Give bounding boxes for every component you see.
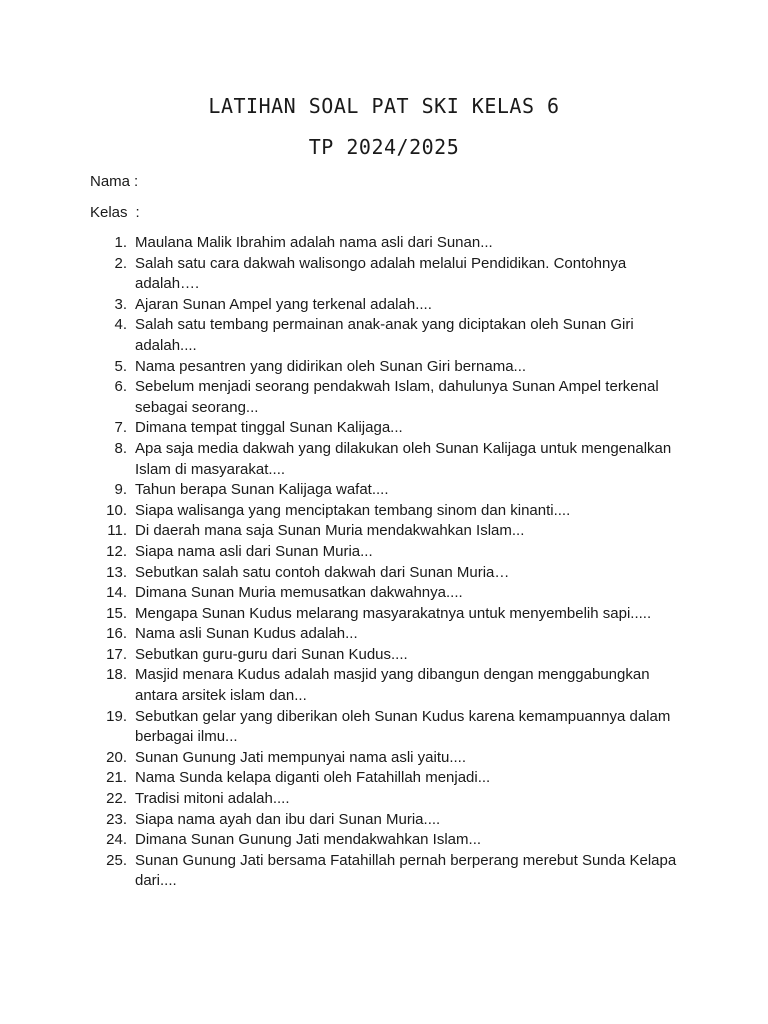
question-text: Salah satu cara dakwah walisongo adalah melalui Pendidikan. Contohnya adalah….: [135, 254, 627, 293]
question-text: Siapa walisanga yang menciptakan tembang sinom dan kinanti....: [135, 501, 571, 519]
question-text: Tahun berapa Sunan Kalijaga wafat....: [135, 481, 389, 499]
question-item: [90, 768, 690, 789]
question-text: Ajaran Sunan Ampel yang terkenal adalah....: [135, 295, 432, 313]
question-number: 10.: [106, 501, 127, 519]
question-item: [90, 748, 690, 769]
question-number: 24.: [106, 831, 127, 849]
question-text: Sebutkan gelar yang diberikan oleh Sunan Kudus karena kemampuannya dalam berbagai ilmu...: [135, 707, 671, 746]
question-number: 20.: [106, 748, 127, 766]
question-number: 19.: [106, 707, 127, 725]
kelas-colon: :: [135, 204, 140, 221]
question-text: Siapa nama asli dari Sunan Muria...: [135, 542, 373, 560]
question-number: 7.: [114, 419, 127, 437]
question-item: [90, 418, 690, 439]
question-item: [90, 563, 690, 584]
question-item: [90, 665, 690, 706]
question-item: [90, 830, 690, 851]
question-item: [90, 542, 690, 563]
question-number: 6.: [114, 378, 127, 396]
question-text: Sebutkan guru-guru dari Sunan Kudus....: [135, 645, 408, 663]
question-text: Sebelum menjadi seorang pendakwah Islam, dahulunya Sunan Ampel terkenal sebagai seorang...: [135, 378, 659, 416]
question-text: Tradisi mitoni adalah....: [135, 790, 290, 808]
question-text: Nama asli Sunan Kudus adalah...: [135, 625, 358, 643]
question-number: 12.: [106, 542, 127, 560]
question-item: [90, 624, 690, 645]
question-item: [90, 439, 690, 480]
question-number: 17.: [106, 645, 127, 663]
question-item: [90, 851, 690, 892]
question-number: 4.: [114, 316, 127, 334]
question-number: 18.: [106, 666, 127, 684]
question-number: 11.: [107, 522, 127, 540]
question-item: [90, 295, 690, 316]
question-item: [90, 501, 690, 522]
question-text: Nama pesantren yang didirikan oleh Sunan Giri bernama...: [135, 357, 527, 375]
question-text: Dimana Sunan Muria memusatkan dakwahnya....: [135, 584, 463, 602]
question-number: 15.: [106, 604, 127, 622]
question-number: 25.: [106, 851, 127, 869]
question-item: [90, 254, 690, 295]
question-text: Salah satu tembang permainan anak-anak yang diciptakan oleh Sunan Giri adalah....: [135, 316, 634, 354]
question-text: Siapa nama ayah dan ibu dari Sunan Muria....: [135, 810, 441, 828]
question-item: [90, 789, 690, 810]
question-number: 5.: [114, 357, 127, 375]
question-number: 13.: [106, 563, 127, 581]
document-title: LATIHAN SOAL PAT SKI KELAS 6: [208, 94, 560, 118]
question-item: [90, 707, 690, 748]
document-subtitle: TP 2024/2025: [308, 135, 460, 159]
question-item: [90, 604, 690, 625]
question-item: [90, 315, 690, 356]
question-text: Dimana tempat tinggal Sunan Kalijaga...: [135, 419, 403, 437]
question-text: Sunan Gunung Jati mempunyai nama asli yaitu....: [135, 748, 467, 766]
question-item: [90, 810, 690, 831]
question-text: Dimana Sunan Gunung Jati mendakwahkan Islam...: [135, 831, 482, 849]
kelas-label: Kelas: [90, 204, 128, 221]
question-number: 22.: [106, 790, 127, 808]
question-item: [90, 583, 690, 604]
question-item: [90, 521, 690, 542]
question-number: 3.: [114, 295, 127, 313]
kelas-field: [90, 204, 140, 221]
question-text: Nama Sunda kelapa diganti oleh Fatahillah menjadi...: [135, 769, 491, 787]
question-text: Sebutkan salah satu contoh dakwah dari Sunan Muria…: [135, 563, 510, 581]
question-number: 16.: [106, 625, 127, 643]
question-text: Mengapa Sunan Kudus melarang masyarakatnya untuk menyembelih sapi.....: [135, 604, 652, 622]
question-text: Sunan Gunung Jati bersama Fatahillah pernah berperang merebut Sunda Kelapa dari....: [135, 851, 677, 890]
question-number: 14.: [106, 584, 127, 602]
question-number: 2.: [114, 254, 127, 272]
question-number: 21.: [106, 769, 127, 787]
question-number: 1.: [114, 234, 127, 251]
question-number: 9.: [114, 481, 127, 499]
question-text: Di daerah mana saja Sunan Muria mendakwahkan Islam...: [135, 522, 525, 540]
question-item: [90, 480, 690, 501]
question-number: 23.: [106, 810, 127, 828]
question-item: [90, 357, 690, 378]
nama-label: Nama: [90, 173, 131, 190]
question-item: [90, 233, 690, 254]
question-list: [90, 233, 690, 892]
nama-field: [90, 173, 138, 190]
question-text: Maulana Malik Ibrahim adalah nama asli dari Sunan...: [135, 234, 493, 251]
nama-colon: :: [134, 173, 139, 190]
question-text: Apa saja media dakwah yang dilakukan oleh Sunan Kalijaga untuk mengenalkan Islam di masyarakat....: [135, 439, 672, 478]
question-item: [90, 377, 690, 418]
question-number: 8.: [114, 439, 127, 457]
question-item: [90, 645, 690, 666]
question-text: Masjid menara Kudus adalah masjid yang dibangun dengan menggabungkan antara arsitek islam dan...: [135, 666, 650, 705]
